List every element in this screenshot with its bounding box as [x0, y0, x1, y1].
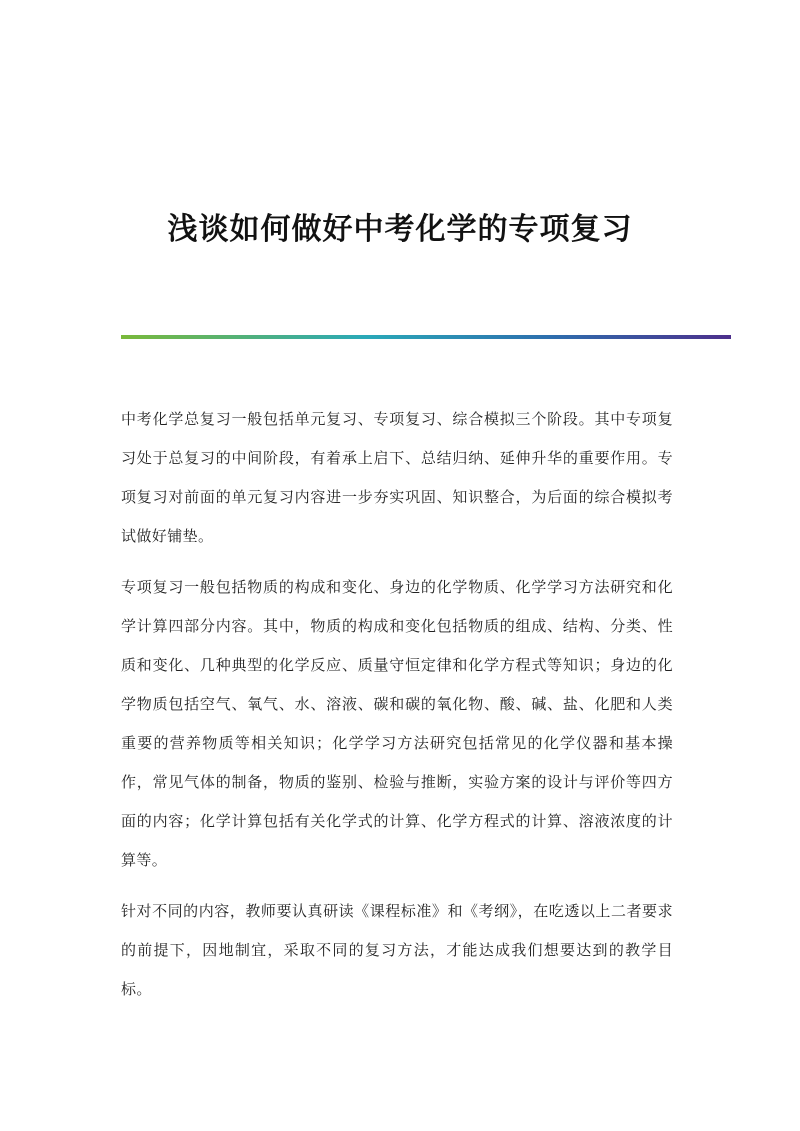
document-title: 浅谈如何做好中考化学的专项复习	[167, 212, 633, 248]
paragraph-1: 中考化学总复习一般包括单元复习、专项复习、综合模拟三个阶段。其中专项复习处于总复习的中间阶段，有着承上启下、总结归纳、延伸升华的重要作用。专项复习对前面的单元复习内容进一步夯实巩固、知识整合，为后面的综合模拟考试做好铺垫。	[121, 410, 673, 545]
document-body	[121, 400, 673, 1021]
paragraph-2: 专项复习一般包括物质的构成和变化、身边的化学物质、化学学习方法研究和化学计算四部分内容。其中，物质的构成和变化包括物质的组成、结构、分类、性质和变化、几种典型的化学反应、质量守恒定律和化学方程式等知识；身边的化学物质包括空气、氧气、水、溶液、碳和碳的氧化物、酸、碱、盐、化肥和人类重要的营养物质等相关知识；化学学习方法研究包括常见的化学仪器和基本操作，常见气体的制备，物质的鉴别、检验与推断，实验方案的设计与评价等四方面的内容；化学计算包括有关化学式的计算、化学方程式的计算、溶液浓度的计算等。	[121, 578, 673, 869]
paragraph-3: 针对不同的内容，教师要认真研读《课程标准》和《考纲》，在吃透以上二者要求的前提下，因地制宜，采取不同的复习方法，才能达成我们想要达到的教学目标。	[121, 902, 673, 998]
title-divider	[121, 335, 731, 339]
